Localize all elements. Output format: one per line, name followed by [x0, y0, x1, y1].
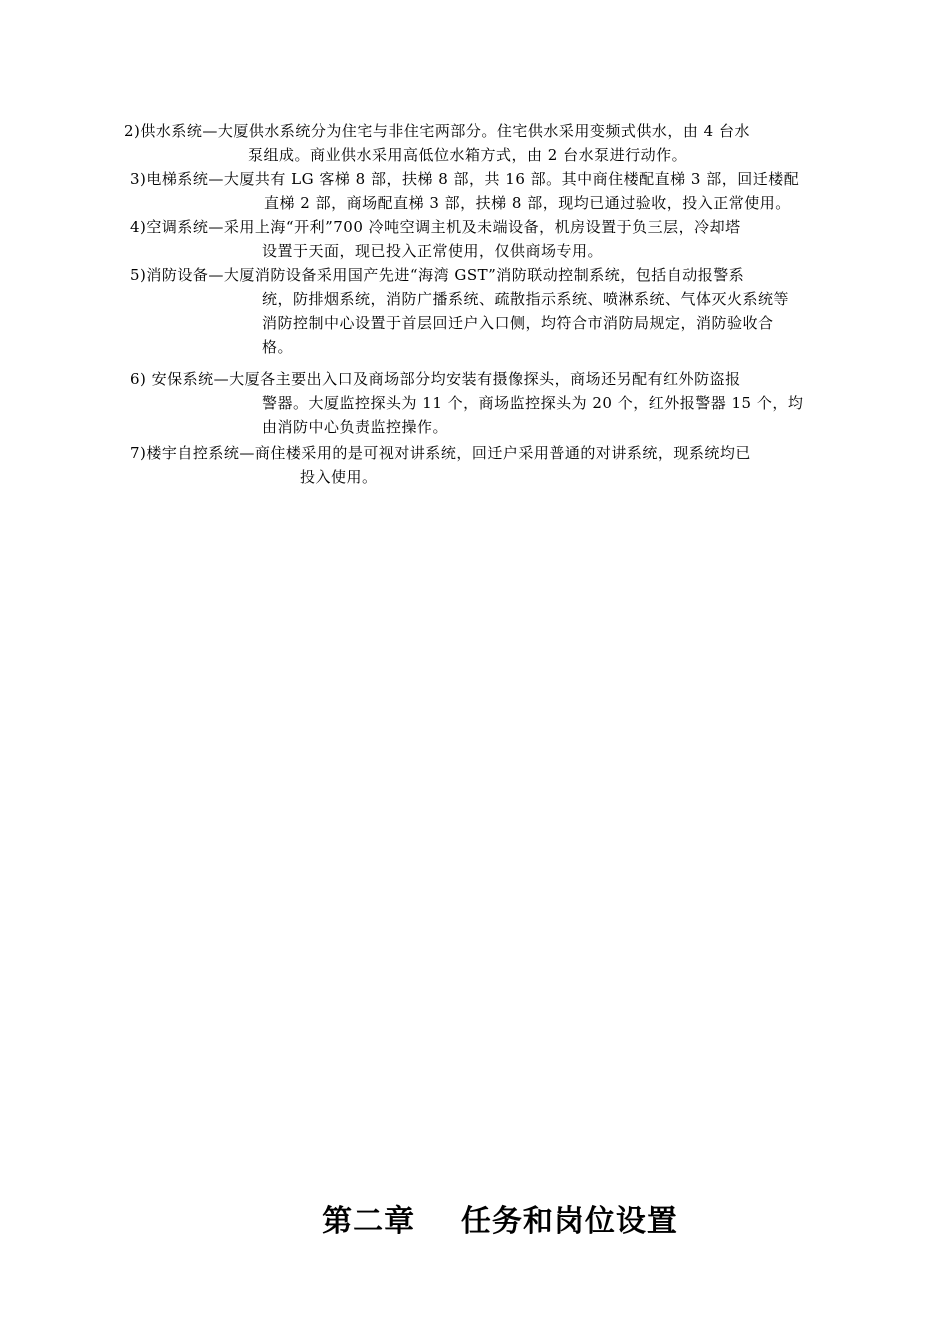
list-item-elevator — [130, 167, 799, 215]
text-line: 直梯 2 部，商场配直梯 3 部，扶梯 8 部，现均已通过验收，投入正常使用。 — [264, 194, 791, 212]
chapter-title: 第二章 任务和岗位设置 — [322, 1204, 678, 1239]
text-line: 警器。大厦监控探头为 11 个，商场监控探头为 20 个，红外报警器 15 个，均 — [262, 394, 804, 412]
text-line: 统，防排烟系统，消防广播系统、疏散指示系统、喷淋系统、气体灭火系统等 — [262, 290, 790, 308]
text-line: 2)供水系统—大厦供水系统分为住宅与非住宅两部分。住宅供水采用变频式供水，由 4 台水 — [124, 122, 750, 140]
text-line: 投入使用。 — [300, 468, 378, 486]
text-line: 泵组成。商业供水采用高低位水箱方式，由 2 台水泵进行动作。 — [248, 146, 688, 164]
text-line: 7)楼宇自控系统—商住楼采用的是可视对讲系统，回迁户采用普通的对讲系统，现系统均已 — [130, 444, 751, 462]
list-item-security — [130, 367, 803, 439]
text-line: 5)消防设备—大厦消防设备采用国产先进“海湾 GST”消防联动控制系统，包括自动报警系 — [130, 266, 745, 284]
text-line: 6) 安保系统—大厦各主要出入口及商场部分均安装有摄像探头，商场还另配有红外防盗报 — [130, 370, 741, 388]
text-line: 4)空调系统—采用上海“开利”700 冷吨空调主机及未端设备，机房设置于负三层，冷却塔 — [130, 218, 741, 236]
text-line: 由消防中心负责监控操作。 — [262, 418, 449, 436]
list-item-building-automation — [130, 441, 751, 489]
text-line: 格。 — [262, 338, 294, 356]
list-item-water-supply — [124, 119, 750, 167]
text-line: 设置于天面，现已投入正常使用，仅供商场专用。 — [262, 242, 604, 260]
list-item-air-conditioning — [130, 215, 741, 263]
text-line: 消防控制中心设置于首层回迁户入口侧，均符合市消防局规定，消防验收合 — [262, 314, 774, 332]
list-item-fire-equipment — [130, 263, 789, 359]
text-line: 3)电梯系统—大厦共有 LG 客梯 8 部，扶梯 8 部，共 16 部。其中商住楼配直梯 3 部，回迁楼配 — [130, 170, 800, 188]
